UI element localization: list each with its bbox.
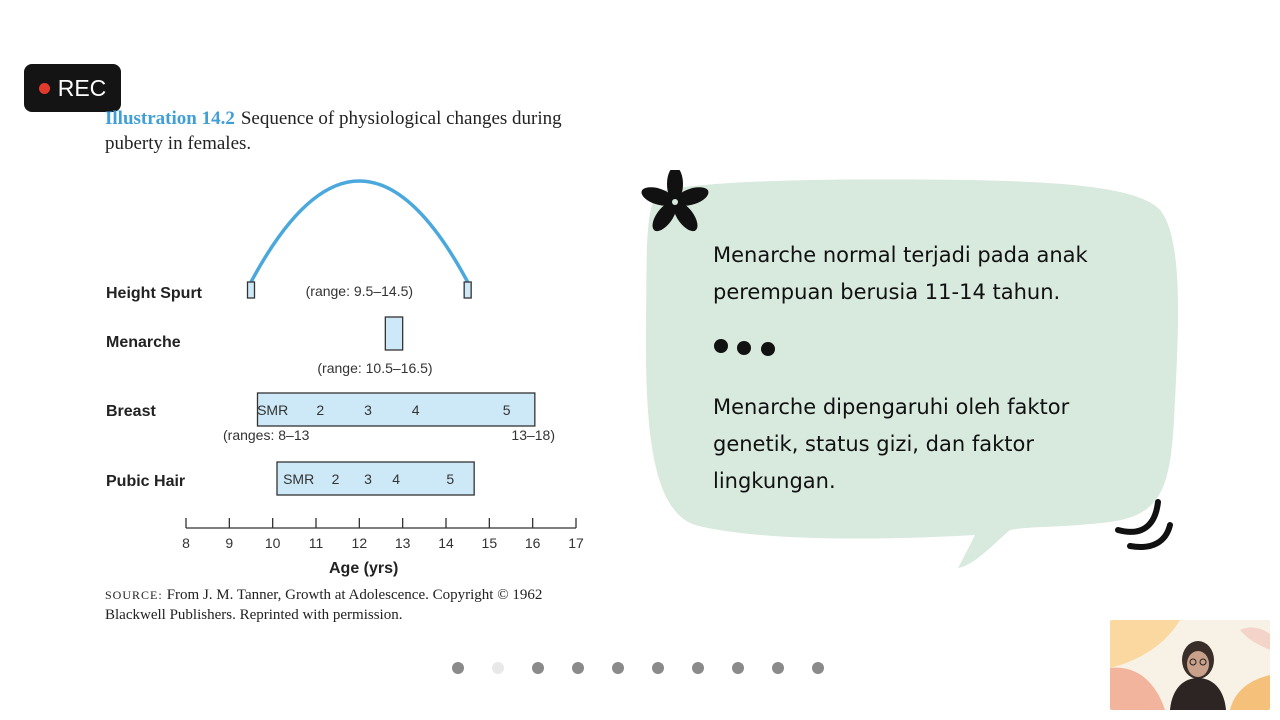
menarche-bar bbox=[385, 317, 402, 350]
breast-bar bbox=[258, 393, 535, 426]
pubic-hair-stage-0: SMR bbox=[283, 471, 315, 487]
breast-stage-2: 3 bbox=[364, 402, 372, 418]
note-menarche-factors: Menarche dipengaruhi oleh faktor genetik, status gizi, dan faktor lingkungan. bbox=[713, 395, 1070, 493]
puberty-timeline-chart bbox=[0, 0, 640, 640]
breast-stage-1: 2 bbox=[316, 402, 325, 418]
pager-dot-5[interactable] bbox=[612, 662, 624, 674]
x-tick-label-15: 15 bbox=[481, 535, 498, 551]
pubic-hair-stage-1: 2 bbox=[331, 471, 340, 487]
breast-stage-0: SMR bbox=[257, 402, 289, 418]
pager-dot-6[interactable] bbox=[652, 662, 664, 674]
pager-dot-4[interactable] bbox=[572, 662, 584, 674]
source-text: From J. M. Tanner, Growth at Adolescence. Copyright © 1962 Blackwell Publishers. Reprinted with permission. bbox=[105, 587, 543, 623]
pager-dot-7[interactable] bbox=[692, 662, 704, 674]
x-tick-label-9: 9 bbox=[225, 535, 234, 551]
menarche-range: (range: 10.5–16.5) bbox=[317, 360, 433, 376]
breast-stage-4: 5 bbox=[502, 402, 511, 418]
pubic-hair-stage-2: 3 bbox=[364, 471, 372, 487]
pager-dot-9[interactable] bbox=[772, 662, 784, 674]
pubic-hair-stage-3: 4 bbox=[392, 471, 401, 487]
pubic-hair-stage-4: 5 bbox=[446, 471, 455, 487]
illustration-number: Illustration 14.2 bbox=[105, 108, 235, 129]
slide-pager bbox=[452, 662, 824, 674]
source-label: SOURCE: bbox=[105, 588, 163, 602]
pager-dot-1[interactable] bbox=[452, 662, 464, 674]
height-spurt-range: (range: 9.5–14.5) bbox=[305, 283, 414, 299]
x-tick-label-16: 16 bbox=[524, 535, 541, 551]
x-tick-label-17: 17 bbox=[568, 535, 584, 551]
speech-bubble bbox=[640, 170, 1200, 570]
row-label-1: Menarche bbox=[106, 334, 181, 351]
row-label-0: Height Spurt bbox=[106, 285, 202, 302]
recording-label: REC bbox=[57, 74, 107, 101]
source-note bbox=[105, 585, 605, 625]
height-spurt-end-marker bbox=[464, 282, 471, 298]
breast-range-start: (ranges: 8–13 bbox=[223, 427, 310, 443]
x-tick-label-11: 11 bbox=[308, 535, 324, 551]
pager-dot-8[interactable] bbox=[732, 662, 744, 674]
x-tick-label-12: 12 bbox=[351, 535, 368, 551]
height-spurt-curve bbox=[251, 181, 468, 282]
presenter-video bbox=[1110, 620, 1270, 710]
illustration-caption-text: Sequence of physiological changes during puberty in females. bbox=[105, 108, 562, 154]
row-label-2: Breast bbox=[106, 403, 156, 420]
row-label-3: Pubic Hair bbox=[106, 473, 186, 490]
x-tick-label-10: 10 bbox=[264, 535, 281, 551]
pager-dot-10[interactable] bbox=[812, 662, 824, 674]
pager-dot-2[interactable] bbox=[492, 662, 504, 674]
x-tick-label-8: 8 bbox=[182, 535, 190, 551]
pager-dot-3[interactable] bbox=[532, 662, 544, 674]
height-spurt-start-marker bbox=[248, 282, 255, 298]
x-axis-title: Age (yrs) bbox=[328, 560, 399, 577]
note-menarche-age: Menarche normal terjadi pada anak perempuan berusia 11-14 tahun. bbox=[713, 243, 1088, 304]
webcam-thumbnail bbox=[1110, 620, 1270, 710]
x-tick-label-13: 13 bbox=[394, 535, 411, 551]
x-tick-label-14: 14 bbox=[438, 535, 454, 551]
breast-range-end: 13–18) bbox=[511, 427, 555, 443]
breast-stage-3: 4 bbox=[411, 402, 420, 418]
